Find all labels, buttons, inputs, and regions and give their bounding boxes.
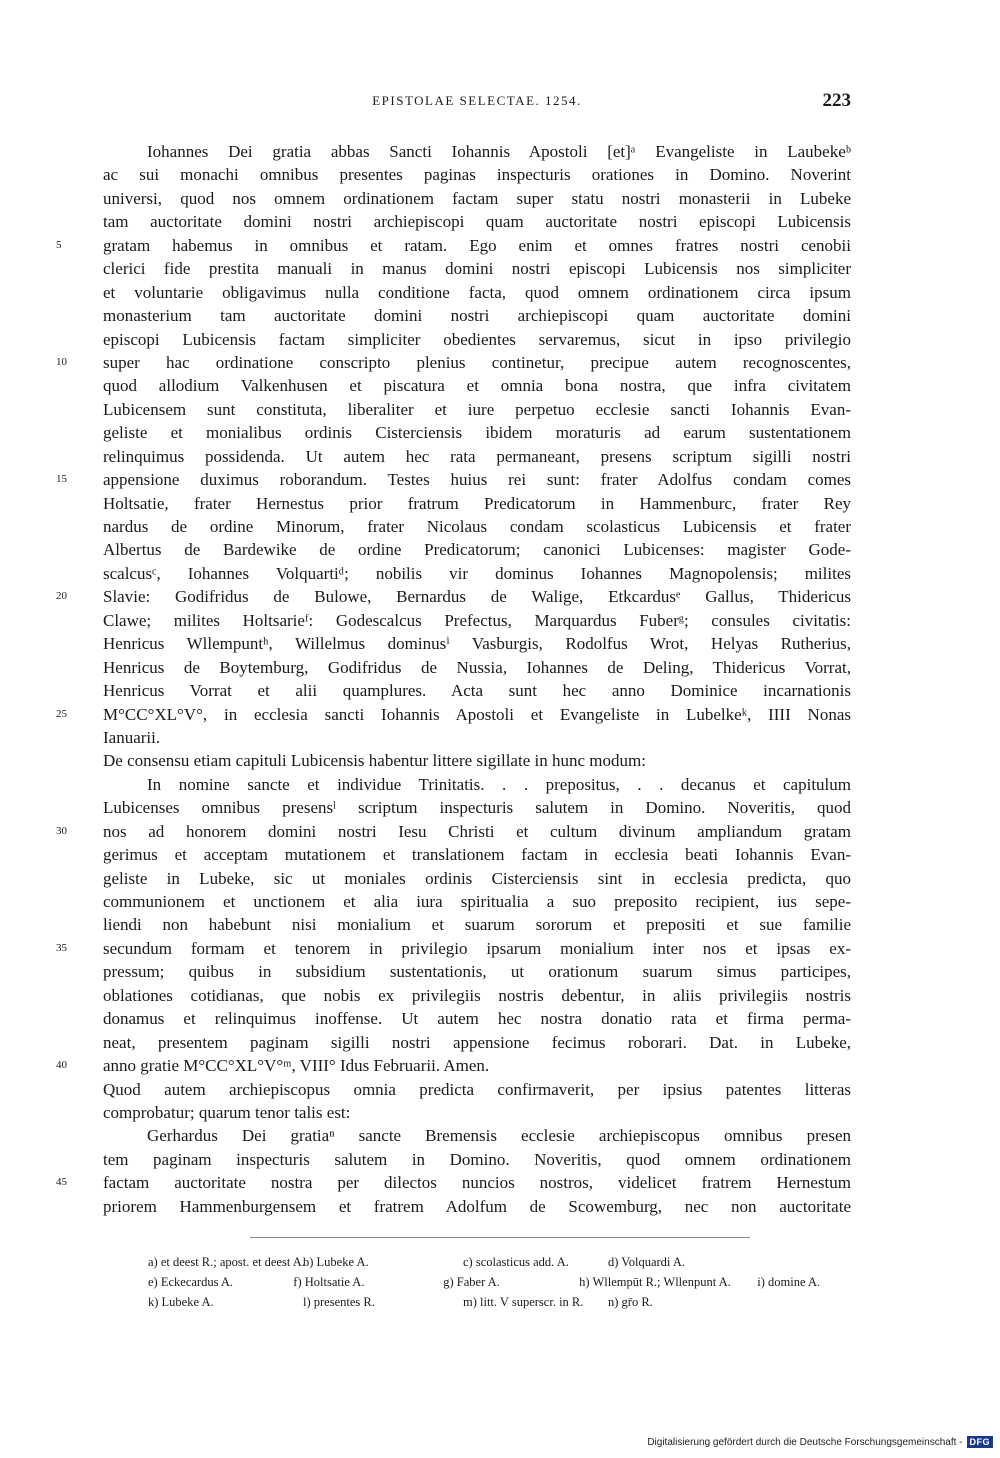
- footnote: i) domine A.: [757, 1275, 821, 1289]
- main-text: [56, 140, 851, 1218]
- line-text: factam auctoritate nostra per dilectos nuncios nostros, videlicet fratrem Hernestum: [103, 1173, 851, 1193]
- digitization-credit: [647, 1436, 993, 1448]
- footnote-row: [103, 1272, 851, 1292]
- line-number: 40: [56, 1059, 67, 1072]
- line-text: Holtsatie, frater Hernestus prior fratrum Predicatorum in Hammenburc, frater Rey: [103, 493, 851, 513]
- line-text: geliste et monialibus ordinis Cisterciensis ibidem moraturis ad earum sustentationem: [103, 423, 851, 443]
- line-text: priorem Hammenburgensem et fratrem Adolfum de Scowemburg, nec non auctoritate: [103, 1196, 851, 1216]
- text-line: [103, 187, 851, 210]
- line-text: appensione duximus roborandum. Testes huius rei sunt: frater Adolfus condam comes: [103, 470, 851, 490]
- text-line: [103, 257, 851, 280]
- line-text: anno gratie M°CC°XL°V°ᵐ, VIII° Idus Februarii. Amen.: [103, 1056, 490, 1076]
- footnote: b) Lubeke A.: [303, 1255, 369, 1269]
- line-text: clerici fide prestita manuali in manus domini nostri episcopi Lubicensis nos simpliciter: [103, 259, 851, 279]
- dfg-logo: DFG: [967, 1436, 994, 1448]
- line-text: Quod autem archiepiscopus omnia predicta confirmaverit, per ipsius patentes litteras: [103, 1079, 851, 1099]
- line-text: tem paginam inspecturis salutem in Domino. Noveritis, quod omnem ordinationem: [103, 1149, 851, 1169]
- line-text: communionem et unctionem et alia iura spiritualia a suo preposito recipient, ius sepe-: [103, 892, 851, 911]
- text-line: [103, 632, 851, 655]
- line-text: Lubicensem sunt constituta, liberaliter et iure perpetuo ecclesie sancti Iohannis Evan-: [103, 399, 851, 419]
- text-line: [103, 374, 851, 397]
- line-text: Gerhardus Dei gratiaⁿ sancte Bremensis ecclesie archiepiscopus omnibus presen: [147, 1126, 851, 1146]
- footnote: e) Eckecardus A.: [148, 1275, 234, 1289]
- line-text: Lubicenses omnibus presensˡ scriptum inspecturis salutem in Domino. Noveritis, quod: [103, 798, 851, 818]
- line-number: 15: [56, 473, 67, 486]
- line-text: scalcusᶜ, Iohannes Volquartiᵈ; nobilis vir dominus Iohannes Magnopolensis; milites: [103, 563, 851, 583]
- footnote: d) Volquardi A.: [608, 1255, 685, 1269]
- credit-text: Digitalisierung gefördert durch die Deutsche Forschungsgemeinschaft -: [647, 1436, 963, 1448]
- text-line: [103, 890, 851, 913]
- text-line: [103, 1124, 851, 1147]
- text-line: [103, 163, 851, 186]
- line-text: gratam habemus in omnibus et ratam. Ego enim et omnes fratres nostri cenobii: [103, 235, 851, 255]
- line-text: secundum formam et tenorem in privilegio ipsarum monialium inter nos et ipsas ex-: [103, 938, 851, 958]
- footnote-row: [103, 1292, 851, 1312]
- text-line: [56, 468, 851, 491]
- text-line: [103, 421, 851, 444]
- text-line: [103, 538, 851, 561]
- line-text: De consensu etiam capituli Lubicensis habentur littere sigillate in hunc modum:: [103, 751, 646, 771]
- text-line: [103, 960, 851, 983]
- text-line: [103, 867, 851, 890]
- line-text: donamus et relinquimus inoffense. Ut autem hec nostra donatio rata et firma perma-: [103, 1009, 851, 1029]
- text-line: [103, 304, 851, 327]
- page-number: 223: [822, 90, 851, 111]
- text-line: [103, 609, 851, 632]
- line-text: geliste in Lubeke, sic ut moniales ordinis Cisterciensis sint in ecclesia predicta, quo: [103, 868, 851, 888]
- text-line: [103, 1031, 851, 1054]
- text-line: [103, 913, 851, 936]
- text-line: [103, 1195, 851, 1218]
- line-number: 25: [56, 707, 67, 720]
- footnote: h) Wllempūt R.; Wllenpunt A.: [579, 1275, 731, 1289]
- footnotes: [103, 1252, 851, 1312]
- line-text: monasterium tam auctoritate domini nostri archiepiscopi quam auctoritate domini: [103, 306, 851, 326]
- line-text: Iohannes Dei gratia abbas Sancti Iohannis Apostoli [et]ᵃ Evangeliste in Laubekeᵇ: [147, 142, 851, 161]
- line-text: episcopi Lubicensis factam simpliciter obedientes servaremus, sicut in ipso privilegio: [103, 329, 851, 349]
- page-header: [103, 90, 851, 117]
- footnote-row: [103, 1252, 851, 1272]
- line-text: gerimus et acceptam mutationem et translationem factam in ecclesia beati Iohannis Evan-: [103, 845, 851, 865]
- line-text: pressum; quibus in subsidium sustentationis, ut orationum suarum simus participes,: [103, 962, 851, 982]
- line-text: super hac ordinatione conscripto plenius continetur, precipue autem recognoscentes,: [103, 352, 851, 372]
- footnote: a) et deest R.; apost. et deest A.: [148, 1255, 305, 1269]
- text-line: [103, 562, 851, 585]
- text-line: [103, 843, 851, 866]
- text-line: [103, 984, 851, 1007]
- line-text: M°CC°XL°V°, in ecclesia sancti Iohannis Apostoli et Evangeliste in Lubelkeᵏ, IIII Nonas: [103, 704, 851, 724]
- line-number: 45: [56, 1176, 67, 1189]
- text-line: [103, 445, 851, 468]
- line-number: 20: [56, 590, 67, 603]
- running-title: EPISTOLAE SELECTAE. 1254.: [372, 93, 582, 108]
- text-line: [103, 281, 851, 304]
- line-text: universi, quod nos omnem ordinationem factam super statu nostri monasterii in Lubeke: [103, 188, 851, 208]
- line-text: nos ad honorem domini nostri Iesu Christi et cultum divinum ampliandum gratam: [103, 821, 851, 841]
- text-line: [56, 585, 851, 608]
- line-text: Albertus de Bardewike de ordine Predicatorum; canonici Lubicenses: magister Gode-: [103, 540, 851, 560]
- text-line: [103, 773, 851, 796]
- text-line: [103, 726, 851, 749]
- line-text: comprobatur; quarum tenor talis est:: [103, 1102, 351, 1122]
- text-line: [103, 398, 851, 421]
- footnote: l) presentes R.: [303, 1295, 375, 1309]
- line-text: Henricus Vorrat et alii quamplures. Acta sunt hec anno Dominice incarnationis: [103, 681, 851, 701]
- text-line: [56, 351, 851, 374]
- footnote-divider: [250, 1237, 750, 1238]
- line-number: 5: [56, 238, 62, 251]
- line-text: nardus de ordine Minorum, frater Nicolaus condam scolasticus Lubicensis et frater: [103, 517, 851, 536]
- line-text: Henricus Wllempuntʰ, Willelmus dominusⁱ Vasburgis, Rodolfus Wrot, Helyas Rutherius,: [103, 634, 851, 654]
- text-line: [103, 1101, 851, 1124]
- line-number: 35: [56, 941, 67, 954]
- line-number: 30: [56, 824, 67, 837]
- footnote: m) litt. V superscr. in R.: [463, 1295, 584, 1309]
- line-text: neat, presentem paginam sigilli nostri appensione fecimus roborari. Dat. in Lubeke,: [103, 1032, 851, 1052]
- text-line: [103, 749, 851, 772]
- text-line: [103, 1148, 851, 1171]
- line-text: In nomine sancte et individue Trinitatis. . . prepositus, . . decanus et capitulum: [147, 774, 851, 794]
- line-text: ac sui monachi omnibus presentes paginas inspecturis orationes in Domino. Noverint: [103, 165, 851, 185]
- line-text: Slavie: Godifridus de Bulowe, Bernardus de Walige, Etkcardusᵉ Gallus, Thidericus: [103, 587, 851, 607]
- line-text: Henricus de Boytemburg, Godifridus de Nussia, Iohannes de Deling, Thidericus Vorrat,: [103, 657, 851, 677]
- line-number: 10: [56, 355, 67, 368]
- text-line: [103, 679, 851, 702]
- footnote: n) gr̄o R.: [608, 1295, 653, 1309]
- text-line: [103, 1078, 851, 1101]
- line-text: Ianuarii.: [103, 727, 161, 747]
- line-text: relinquimus possidenda. Ut autem hec rata permaneant, presens scriptum sigilli nostri: [103, 446, 851, 466]
- text-line: [56, 703, 851, 726]
- text-line: [56, 937, 851, 960]
- footnote: g) Faber A.: [443, 1275, 500, 1289]
- line-text: oblationes cotidianas, que nobis ex privilegiis nostris debentur, in aliis privilegiis nostris: [103, 985, 851, 1005]
- text-line: [103, 515, 851, 538]
- line-text: tam auctoritate domini nostri archiepiscopi quam auctoritate nostri episcopi Lubicensis: [103, 212, 851, 232]
- footnote: c) scolasticus add. A.: [463, 1255, 569, 1269]
- text-line: [103, 796, 851, 819]
- text-line: [56, 1054, 851, 1077]
- text-line: [56, 820, 851, 843]
- line-text: et voluntarie obligavimus nulla conditione facta, quod omnem ordinationem circa ipsum: [103, 282, 851, 302]
- text-line: [103, 328, 851, 351]
- text-line: [103, 140, 851, 163]
- line-text: liendi non habebunt nisi monialium et suarum sororum et prepositi et sue familie: [103, 915, 851, 935]
- text-line: [56, 234, 851, 257]
- text-line: [103, 656, 851, 679]
- footnote: k) Lubeke A.: [148, 1295, 214, 1309]
- footnote: f) Holtsatie A.: [293, 1275, 365, 1289]
- line-text: Clawe; milites Holtsarieᶠ: Godescalcus Prefectus, Marquardus Fuberᵍ; consules civitatis:: [103, 610, 851, 630]
- text-line: [103, 210, 851, 233]
- text-line: [103, 1007, 851, 1030]
- text-line: [103, 492, 851, 515]
- line-text: quod allodium Valkenhusen et piscatura et omnia bona nostra, que infra civitatem: [103, 376, 851, 396]
- text-line: [56, 1171, 851, 1194]
